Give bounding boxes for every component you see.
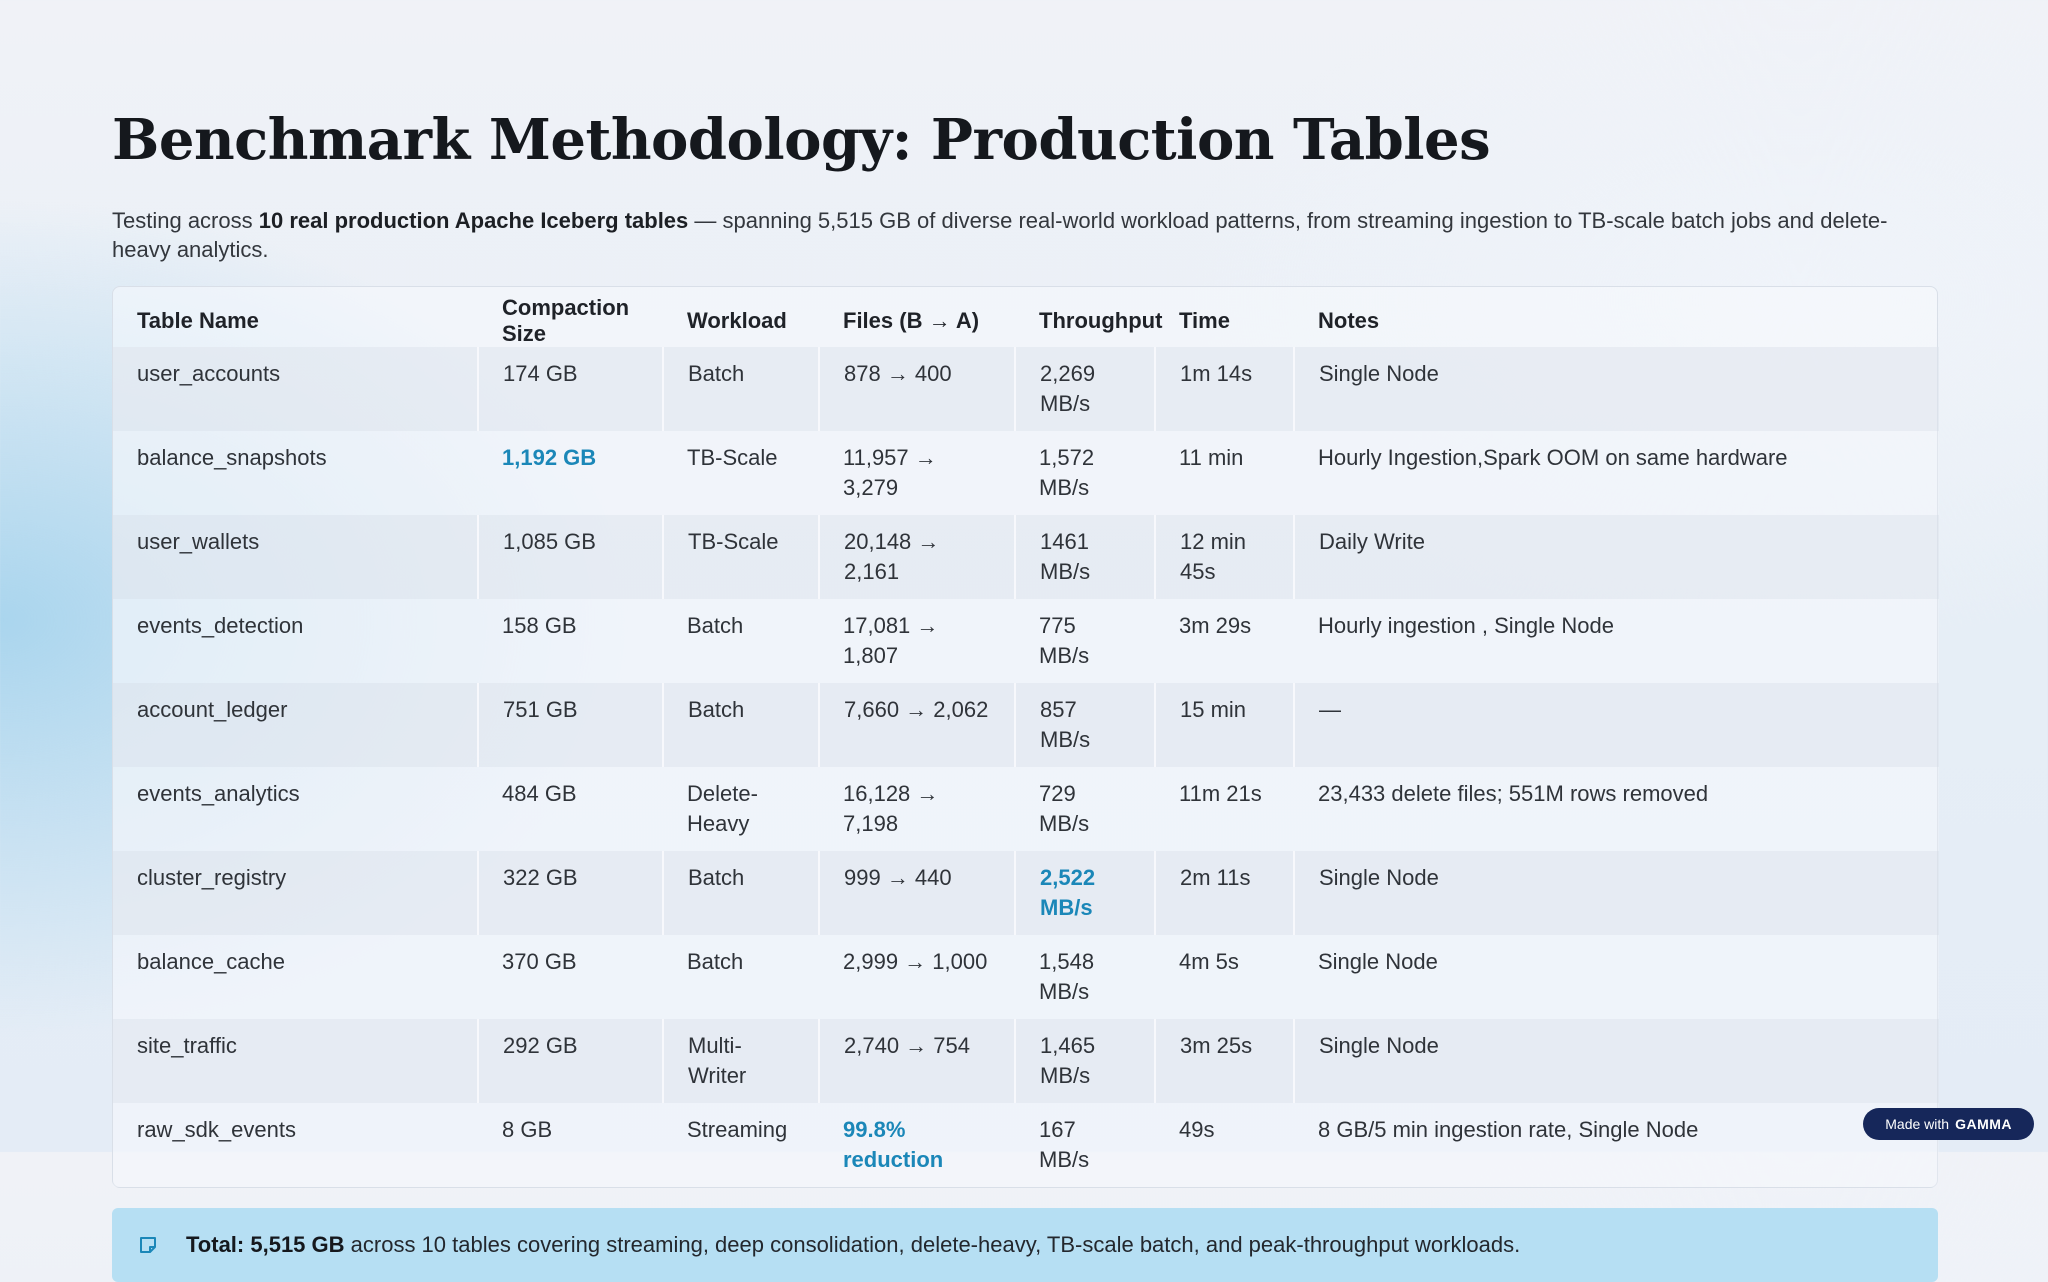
table-cell: Batch xyxy=(663,347,819,431)
intro-bold: 10 real production Apache Iceberg tables xyxy=(258,208,689,233)
table-cell: 751 GB xyxy=(478,683,663,767)
total-callout xyxy=(112,1208,1938,1282)
table-cell: 16,128 → 7,198 xyxy=(819,767,1015,851)
table-body xyxy=(113,347,1939,1187)
intro-paragraph xyxy=(112,206,1938,264)
table-cell: 2,522 MB/s xyxy=(1015,851,1155,935)
made-with-gamma-badge[interactable] xyxy=(1863,1108,2034,1140)
gamma-logo: GAMMA xyxy=(1955,1116,2012,1132)
table-cell: 174 GB xyxy=(478,347,663,431)
table-cell: events_detection xyxy=(113,599,478,683)
table-cell: 2,740 → 754 xyxy=(819,1019,1015,1103)
table-header xyxy=(113,287,1939,347)
table-cell: Hourly Ingestion,Spark OOM on same hardware xyxy=(1294,431,1939,515)
table-cell: 2m 11s xyxy=(1155,851,1294,935)
table-row xyxy=(113,515,1939,599)
table-row xyxy=(113,683,1939,767)
column-header: Throughput xyxy=(1039,308,1163,333)
benchmark-table xyxy=(113,287,1939,1187)
slide xyxy=(112,100,1938,1282)
table-cell: 7,660 → 2,062 xyxy=(819,683,1015,767)
table-cell: 1,548 MB/s xyxy=(1015,935,1155,1019)
table-cell: — xyxy=(1294,683,1939,767)
table-cell: Single Node xyxy=(1294,1019,1939,1103)
badge-prefix: Made with xyxy=(1885,1116,1950,1132)
column-header: Table Name xyxy=(137,308,259,333)
intro-suffix: — spanning 5,515 GB of diverse real-world workload patterns, from streaming ingestion to TB-scale batch jobs and delete-heavy analytics. xyxy=(112,208,1888,262)
table-row xyxy=(113,431,1939,515)
table-cell: 23,433 delete files; 551M rows removed xyxy=(1294,767,1939,851)
table-cell: balance_snapshots xyxy=(113,431,478,515)
column-header: Compaction Size xyxy=(502,295,630,346)
table-cell: Multi-Writer xyxy=(663,1019,819,1103)
table-cell: 167 MB/s xyxy=(1015,1103,1155,1187)
table-cell: 999 → 440 xyxy=(819,851,1015,935)
table-cell: 8 GB/5 min ingestion rate, Single Node xyxy=(1294,1103,1939,1187)
table-cell: user_accounts xyxy=(113,347,478,431)
table-cell: Daily Write xyxy=(1294,515,1939,599)
column-header: Notes xyxy=(1318,308,1380,333)
table-cell: 1m 14s xyxy=(1155,347,1294,431)
table-row xyxy=(113,599,1939,683)
table-cell: balance_cache xyxy=(113,935,478,1019)
table-cell: 20,148 → 2,161 xyxy=(819,515,1015,599)
table-cell: Batch xyxy=(663,851,819,935)
table-cell: cluster_registry xyxy=(113,851,478,935)
table-cell: 775 MB/s xyxy=(1015,599,1155,683)
table-cell: events_analytics xyxy=(113,767,478,851)
column-header: Time xyxy=(1179,308,1230,333)
column-header: Workload xyxy=(687,308,787,333)
table-cell: 17,081 → 1,807 xyxy=(819,599,1015,683)
table-cell: account_ledger xyxy=(113,683,478,767)
table-cell: 99.8% reduction xyxy=(819,1103,1015,1187)
callout-rest: across 10 tables covering streaming, deep consolidation, delete-heavy, TB-scale batch, and peak-throughput workloads. xyxy=(344,1232,1521,1257)
intro-prefix: Testing across xyxy=(112,208,259,233)
table-cell: 370 GB xyxy=(478,935,663,1019)
table-cell: 2,269 MB/s xyxy=(1015,347,1155,431)
table-cell: Single Node xyxy=(1294,935,1939,1019)
table-cell: Batch xyxy=(663,683,819,767)
table-header-row xyxy=(113,287,1939,347)
callout-text xyxy=(186,1232,1520,1258)
table-cell: 1,465 MB/s xyxy=(1015,1019,1155,1103)
table-row xyxy=(113,767,1939,851)
table-cell: 49s xyxy=(1155,1103,1294,1187)
table-cell: 8 GB xyxy=(478,1103,663,1187)
table-cell: 1461 MB/s xyxy=(1015,515,1155,599)
table-cell: 11m 21s xyxy=(1155,767,1294,851)
table-cell: user_wallets xyxy=(113,515,478,599)
column-header: Files (B → A) xyxy=(843,308,980,333)
table-cell: 11,957 → 3,279 xyxy=(819,431,1015,515)
table-cell: Batch xyxy=(663,599,819,683)
table-cell: 322 GB xyxy=(478,851,663,935)
note-icon xyxy=(136,1233,160,1257)
table-row xyxy=(113,935,1939,1019)
benchmark-table-container xyxy=(112,286,1938,1188)
table-cell: 1,192 GB xyxy=(478,431,663,515)
table-cell: 3m 29s xyxy=(1155,599,1294,683)
table-cell: 1,085 GB xyxy=(478,515,663,599)
table-cell: 857 MB/s xyxy=(1015,683,1155,767)
table-row xyxy=(113,851,1939,935)
table-cell: 729 MB/s xyxy=(1015,767,1155,851)
table-cell: 11 min xyxy=(1155,431,1294,515)
table-cell: 15 min xyxy=(1155,683,1294,767)
table-cell: Batch xyxy=(663,935,819,1019)
table-cell: Single Node xyxy=(1294,347,1939,431)
table-row xyxy=(113,347,1939,431)
table-cell: Hourly ingestion , Single Node xyxy=(1294,599,1939,683)
table-cell: 1,572 MB/s xyxy=(1015,431,1155,515)
table-row xyxy=(113,1019,1939,1103)
table-cell: 484 GB xyxy=(478,767,663,851)
table-cell: 292 GB xyxy=(478,1019,663,1103)
table-cell: 4m 5s xyxy=(1155,935,1294,1019)
table-cell: Streaming xyxy=(663,1103,819,1187)
table-row xyxy=(113,1103,1939,1187)
page-title: Benchmark Methodology: Production Tables xyxy=(112,107,1491,173)
callout-bold: Total: 5,515 GB xyxy=(186,1232,345,1257)
table-cell: TB-Scale xyxy=(663,515,819,599)
table-cell: 12 min 45s xyxy=(1155,515,1294,599)
table-cell: 878 → 400 xyxy=(819,347,1015,431)
table-cell: 158 GB xyxy=(478,599,663,683)
table-cell: Single Node xyxy=(1294,851,1939,935)
table-cell: Delete-Heavy xyxy=(663,767,819,851)
table-cell: 3m 25s xyxy=(1155,1019,1294,1103)
table-cell: 2,999 → 1,000 xyxy=(819,935,1015,1019)
table-cell: raw_sdk_events xyxy=(113,1103,478,1187)
table-cell: TB-Scale xyxy=(663,431,819,515)
table-cell: site_traffic xyxy=(113,1019,478,1103)
